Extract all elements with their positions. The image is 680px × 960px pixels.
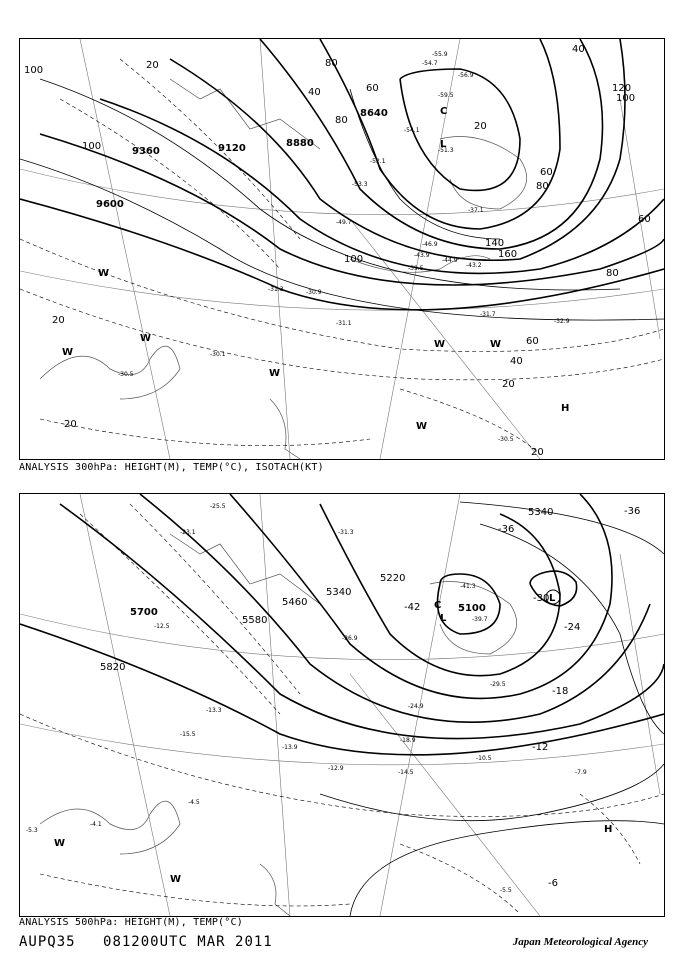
temp-label: -43.9 [414, 252, 430, 259]
warm-center-symbol: W [140, 333, 152, 344]
temp-label: -32.9 [554, 318, 570, 325]
temp-label: -36.9 [342, 635, 358, 642]
temp-label: -39.5 [408, 265, 424, 272]
height-label: 9120 [218, 143, 246, 154]
isotach-label: 100 [344, 254, 364, 265]
temp-label: -14.5 [398, 769, 414, 776]
isotach-label: 60 [540, 167, 553, 178]
temp-label: -5.3 [26, 827, 38, 834]
coastlines [40, 534, 517, 916]
warm-center-symbol: W [98, 268, 110, 279]
temp-label: -59.5 [438, 92, 454, 99]
temp-label: -31.1 [336, 320, 352, 327]
isotherms [20, 504, 664, 914]
temp-label: -29.5 [490, 681, 506, 688]
chart-300hpa-caption: ANALYSIS 300hPa: HEIGHT(M), TEMP(°C), ISOTACH(KT) [19, 462, 324, 473]
isotach-label: 80 [335, 115, 348, 126]
isotach-label: 120 [612, 83, 632, 94]
map-500hpa [20, 494, 664, 916]
temp-label: -53.3 [352, 181, 368, 188]
chart-code: AUPQ35 [19, 934, 76, 950]
temp-label: -24.9 [408, 703, 424, 710]
temp-label: -4.5 [188, 799, 200, 806]
isotherm-label: -12 [532, 742, 549, 753]
isotach-label: 140 [485, 238, 505, 249]
low-center-symbol: L [440, 613, 447, 624]
isotach-label: 80 [536, 181, 549, 192]
height-label: 5220 [380, 573, 406, 584]
coastlines [40, 79, 527, 459]
temp-label: -46.9 [422, 241, 438, 248]
temp-label: -49.7 [336, 219, 352, 226]
temp-label: -15.5 [180, 731, 196, 738]
temp-label: -56.9 [458, 72, 474, 79]
isotherm-label: -18 [552, 686, 569, 697]
isotach-label: 60 [366, 83, 379, 94]
isotach-label: 20 [146, 60, 159, 71]
warm-center-symbol: W [434, 339, 446, 350]
isotherm-label: -30 [533, 593, 550, 604]
map-300hpa [20, 39, 664, 459]
temp-label: -7.9 [575, 769, 587, 776]
temp-label: -31.3 [268, 286, 284, 293]
chart-500hpa-caption: ANALYSIS 500hPa: HEIGHT(M), TEMP(°C) [19, 917, 243, 928]
isotach-label: 100 [82, 141, 102, 152]
isotach-label: 40 [510, 356, 523, 367]
isotach-label: 20 [52, 315, 65, 326]
temp-label: -13.9 [282, 744, 298, 751]
warm-center-symbol: W [416, 421, 428, 432]
temp-label: -12.9 [328, 765, 344, 772]
temp-label: -23.1 [180, 529, 196, 536]
temperature-labels [26, 503, 587, 894]
isotherm-label: -42 [404, 602, 421, 613]
isotherm-label: -24 [564, 622, 581, 633]
cold-center-symbol: C [440, 106, 448, 117]
temp-label: -30.1 [210, 351, 226, 358]
temp-label: -25.5 [210, 503, 226, 510]
height-label: 5700 [130, 607, 158, 618]
height-label: 8880 [286, 138, 314, 149]
temp-label: -4.1 [90, 821, 102, 828]
temp-label: -18.9 [400, 737, 416, 744]
temp-label: -13.3 [206, 707, 222, 714]
warm-center-symbol: W [269, 368, 281, 379]
temp-label: -54.7 [422, 60, 438, 67]
chart-identifier [19, 934, 291, 950]
graticule [20, 494, 664, 916]
low-center-symbol: L [549, 593, 556, 604]
temp-label: -44.9 [442, 257, 458, 264]
isotach-label: 160 [498, 249, 518, 260]
height-label: 5820 [100, 662, 126, 673]
temp-label: -30.9 [306, 289, 322, 296]
isotherm-label: -6 [548, 878, 558, 889]
height-contours [20, 39, 664, 310]
isotach-label: 20 [502, 379, 515, 390]
graticule [20, 39, 664, 459]
isotach-label: 40 [572, 44, 585, 55]
height-label: 5340 [326, 587, 352, 598]
high-center-symbol: H [604, 824, 613, 835]
temp-label: -10.5 [476, 755, 492, 762]
cold-center-symbol: C [434, 600, 442, 611]
warm-center-symbol: W [490, 339, 502, 350]
height-label: 9360 [132, 146, 160, 157]
analysis-time: 081200UTC MAR 2011 [103, 934, 273, 950]
temp-label: -31.3 [338, 529, 354, 536]
isotherm-lines [320, 502, 664, 916]
temp-label: -55.9 [432, 51, 448, 58]
temp-label: -31.7 [480, 311, 496, 318]
low-center-symbol: L [440, 139, 447, 150]
pressure-symbols [54, 590, 612, 885]
isotach-label: 60 [526, 336, 539, 347]
height-label: 5100 [458, 603, 486, 614]
height-label: 5340 [528, 507, 554, 518]
temp-label: -30.5 [498, 436, 514, 443]
isotach-label: 20 [531, 447, 544, 458]
isotach-label: 80 [325, 58, 338, 69]
temp-label: -5.5 [500, 887, 512, 894]
isotach-label: 60 [638, 214, 651, 225]
temp-label: -30.5 [118, 371, 134, 378]
isotach-label: 40 [308, 87, 321, 98]
temp-label: -52.1 [370, 158, 386, 165]
isotach-label: 100 [24, 65, 44, 76]
height-label: 9600 [96, 199, 124, 210]
temp-label: -37.1 [468, 207, 484, 214]
height-label: 5460 [282, 597, 308, 608]
warm-center-symbol: W [62, 347, 74, 358]
temp-label: -54.1 [404, 127, 420, 134]
isotach-label: 20 [474, 121, 487, 132]
temp-label: -39.7 [472, 616, 488, 623]
high-center-symbol: H [561, 403, 570, 414]
isotach-label: 80 [606, 268, 619, 279]
temp-label: -41.3 [460, 583, 476, 590]
temp-label: -43.2 [466, 262, 482, 269]
warm-center-symbol: W [170, 874, 182, 885]
chart-500hpa [19, 493, 665, 917]
warm-center-symbol: W [54, 838, 66, 849]
temp-label: -12.5 [154, 623, 170, 630]
temp-label: -51.3 [438, 147, 454, 154]
isotach-label: 100 [616, 93, 636, 104]
isotherm-label: -36 [624, 506, 641, 517]
height-label: 5580 [242, 615, 268, 626]
chart-300hpa [19, 38, 665, 460]
height-label: 8640 [360, 108, 388, 119]
isotach-label: 20 [64, 419, 77, 430]
agency-name: Japan Meteorological Agency [512, 936, 648, 948]
isotherm-label: -36 [498, 524, 515, 535]
